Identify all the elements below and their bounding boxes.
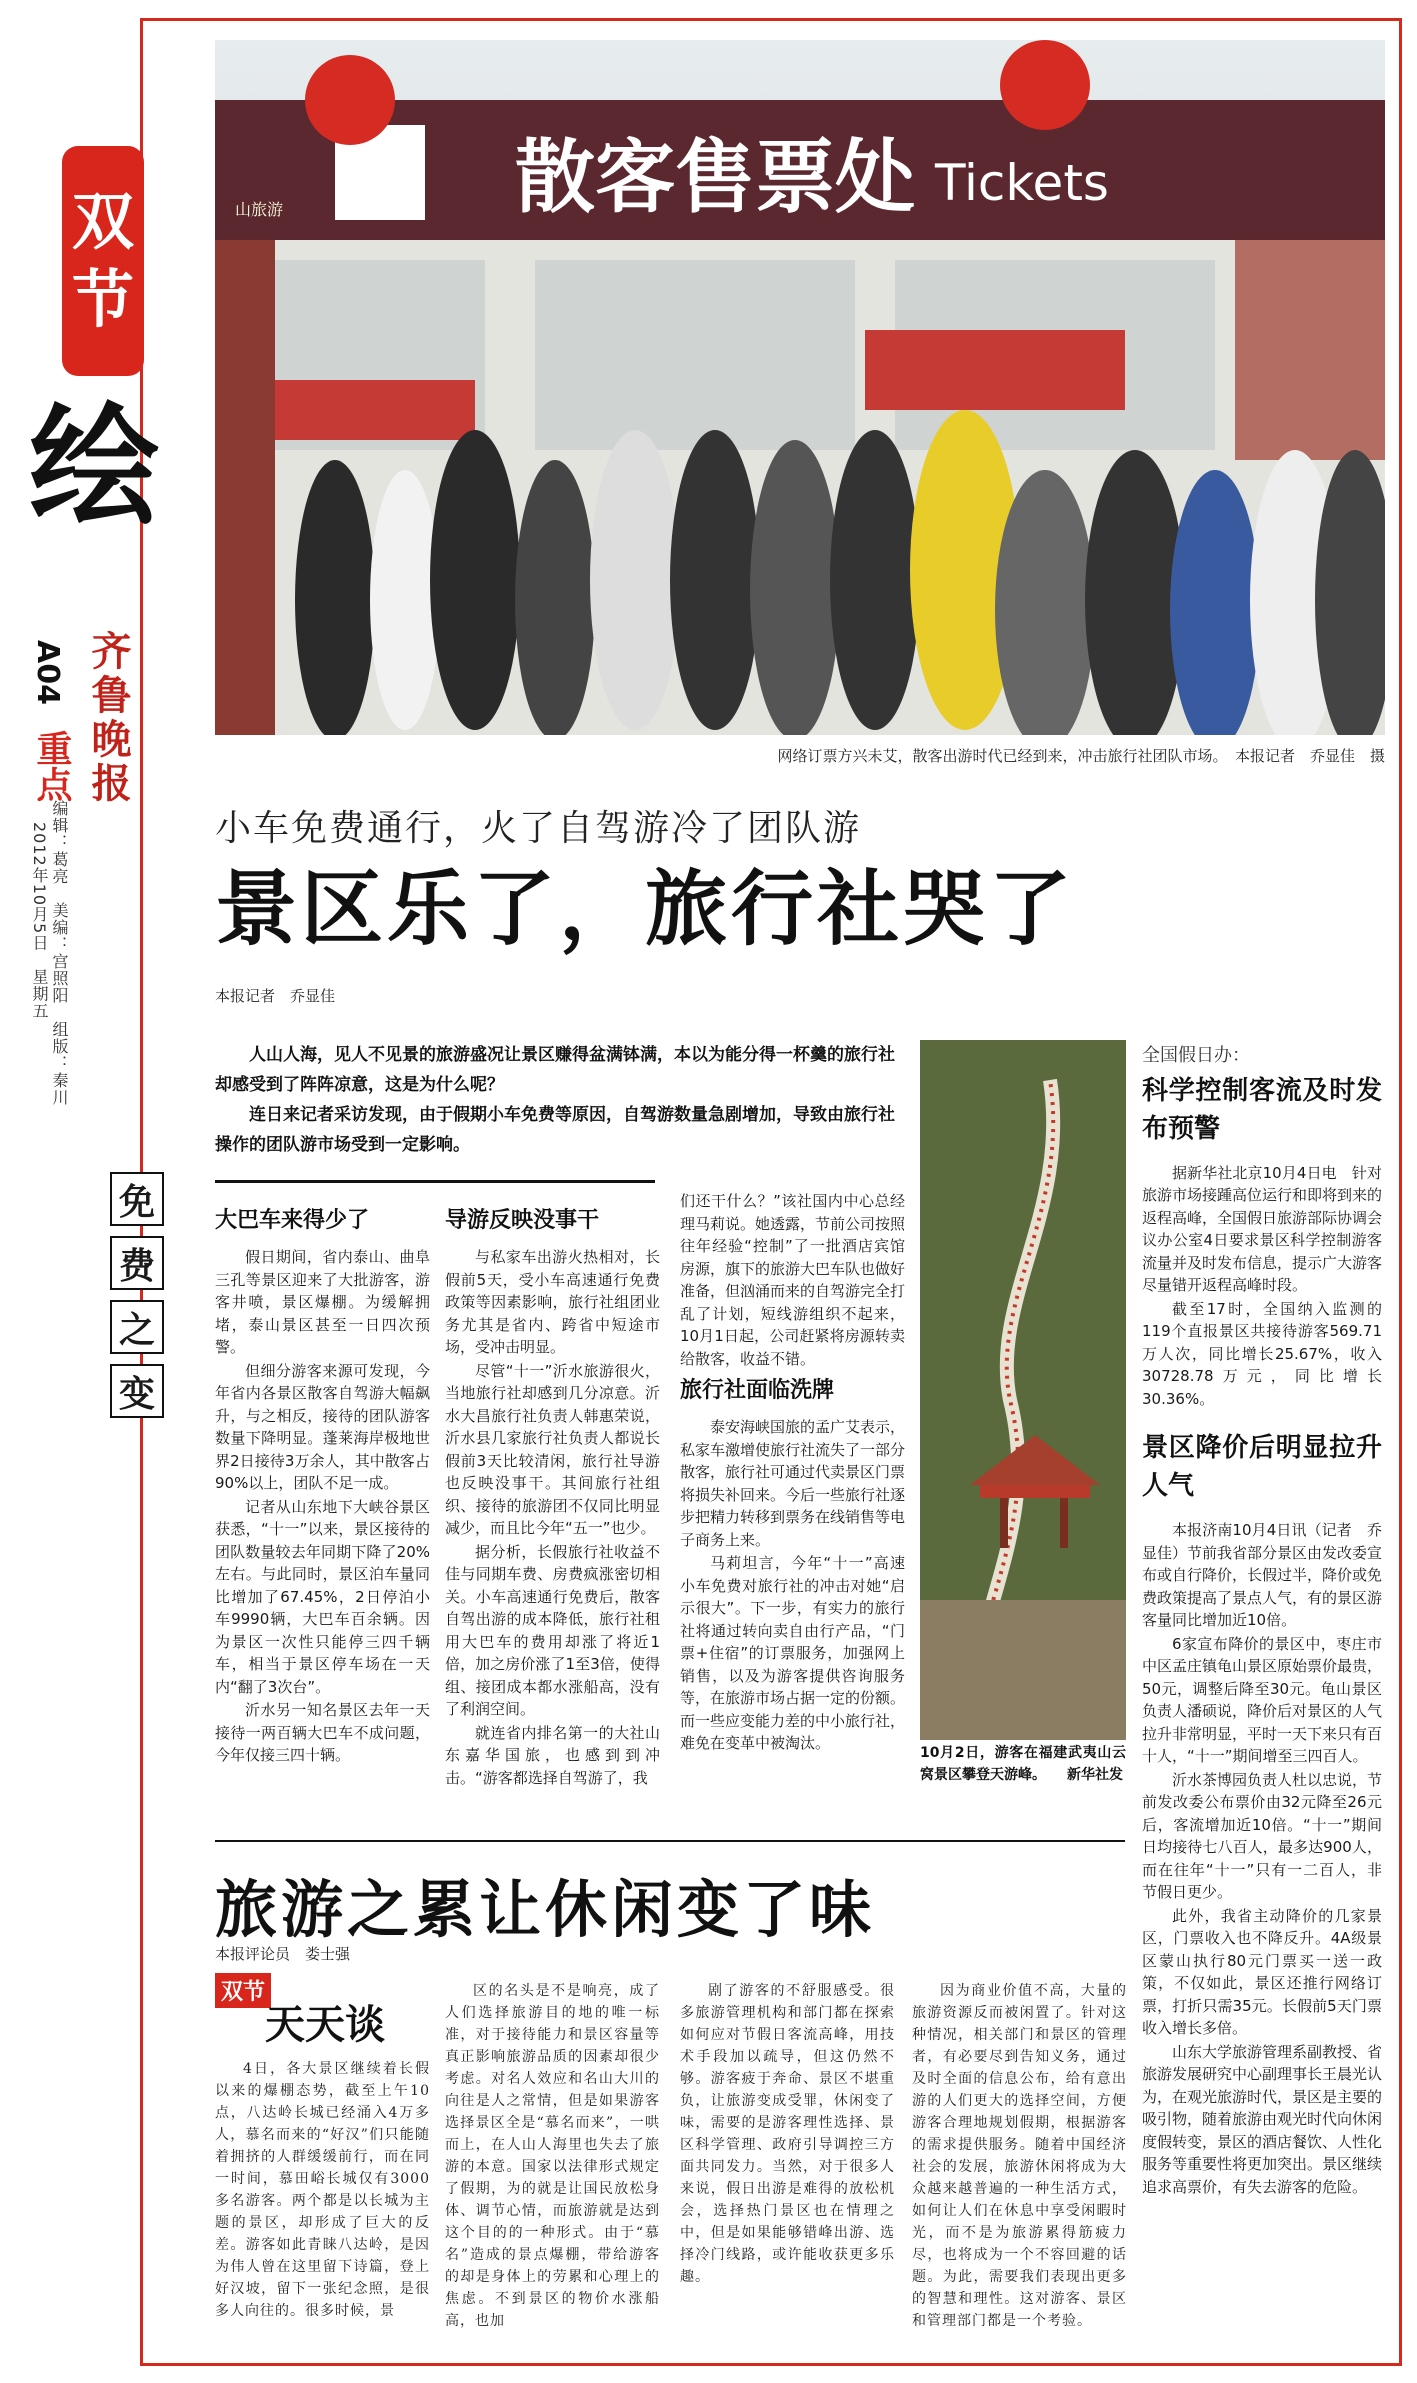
- lead-paragraph: 连日来记者采访发现，由于假期小车免费等原因，自驾游数量急剧增加，导致由旅行社操作的团队游市场受到一定影响。: [215, 1105, 895, 1155]
- page-number: A04: [30, 640, 65, 705]
- paragraph: 泰安海峡国旅的孟广艾表示，私家车激增使旅行社流失了一部分散客，旅行社可通过代卖景区门票将损失补回来。今后一些旅行社逐步把精力转移到票务在线销售等电子商务上来。: [680, 1418, 906, 1549]
- article-headline: 景区乐了，旅行社哭了: [215, 862, 1076, 957]
- paragraph: 剧了游客的不舒服感受。很多旅游管理机构和部门都在探索如何应对节假日客流高峰，用技术手段加以疏导，但这仍然不够。游客疲于奔命、景区不堪重负，让旅游变成受罪，休闲变了味，需要的是游客理性选择、景区科学管理、政府引导调控三方面共同发力。当然，对于很多人来说，假日出游是难得的放松机会，选择热门景区也在情理之中，但是如果能够错峰出游、选择冷门线路，或许能收获更多乐趣。: [680, 1983, 895, 2285]
- article2-byline: 本报评论员 娄士强: [215, 1945, 351, 1963]
- column-logo-small: 双节: [215, 1973, 271, 2008]
- masthead-char-2: 节: [71, 263, 134, 336]
- paper-name: 齐鲁晚报: [85, 630, 132, 806]
- paragraph: 但细分游客来源可发现，今年省内各景区散客自驾游大幅飙升，与之相反，接待的团队游客数量下降明显。蓬莱海岸极地世界2日接待3万余人，其中散客占90%以上，团队不足一成。: [215, 1361, 430, 1492]
- paragraph: 4日，各大景区继续着长假以来的爆棚态势，截至上午10点，八达岭长城已经涌入4万多人，慕名而来的“好汉”们只能随着拥挤的人群缓缓前行，而在同一时间，慕田峪长城仅有3000多名游客。两个都是以长城为主题的景区，却形成了巨大的反差。游客如此青睐八达岭，是因为伟人曾在这里留下诗篇，登上好汉坡，留下一张纪念照，是很多人向往的。很多时候，景: [215, 2061, 430, 2319]
- sign-text: 散客售票处: [515, 131, 915, 224]
- main-photo: [215, 40, 1385, 735]
- wuyishan-photo: [920, 1040, 1126, 1740]
- sign-text-en: Tickets: [935, 154, 1109, 212]
- editors: 编辑：葛亮 美编：宫照阳 组版：秦川: [50, 800, 69, 1106]
- paragraph: 与私家车出游火热相对，长假前5天，受小车高速通行免费政策等因素影响，旅行社组团业务尤其是省内、跨省中短途市场，受冲击明显。: [445, 1248, 660, 1356]
- mountain-photo-caption: 10月2日，游客在福建武夷山云窝景区攀登天游峰。 新华社发: [920, 1745, 1126, 1783]
- main-photo-caption: 网络订票方兴未艾，散客出游时代已经到来，冲击旅行社团队市场。 本报记者 乔显佳 摄: [777, 747, 1385, 765]
- topic-char: 之: [110, 1300, 164, 1354]
- col1-heading: 大巴车来得少了: [215, 1208, 370, 1233]
- paragraph: 马莉坦言，今年“十一”高速小车免费对旅行社的冲击对她“启示很大”。下一步，有实力的旅行社将通过转向卖自由行产品，“门票+住宿”的订票服务，加强网上销售，以及为游客提供咨询服务等，在旅游市场占据一定的份额。而一些应变能力差的中小旅行社，难免在变革中被淘汰。: [680, 1554, 906, 1752]
- article-col-2: [445, 1200, 660, 1790]
- article2-headline: 旅游之累让休闲变了味: [215, 1873, 876, 1946]
- article-byline: 本报记者 乔显佳: [215, 987, 336, 1005]
- paragraph: 记者从山东地下大峡谷景区获悉，“十一”以来，景区接待的团队数量较去年同期下降了20%左右。与此同时，景区泊车量同比增加了67.45%，2日停泊小车9990辆，大巴车百余辆。因为景区一次性只能停三四千辆车，相当于景区停车场在一天内“翻了3次台”。: [215, 1497, 430, 1696]
- masthead-char-1: 双: [71, 185, 134, 258]
- col2-heading: 导游反映没事干: [445, 1208, 600, 1233]
- paragraph: 们还干什么？”该社国内中心总经理马莉说。她透露，节前公司按照往年经验“控制”了一批酒店宾馆房源，旗下的旅游大巴车队也做好准备，但汹涌而来的自驾游完全打乱了计划，短线游组织不起来，10月1日起，公司赶紧将房源转卖给散客，收益不错。: [680, 1192, 906, 1368]
- masthead-shuangjie: [62, 146, 144, 376]
- paragraph: 尽管“十一”沂水旅游很火，当地旅行社却感到几分凉意。沂水大昌旅行社负责人韩惠荣说，沂水县几家旅行社负责人都说长假前3天比较清闲，旅行社导游也反映没事干。其间旅行社组织、接待的旅游团不仅同比明显减少，而且比今年“五一”也少。: [445, 1361, 660, 1537]
- topic-char: 费: [110, 1236, 164, 1290]
- article2-col-2: [445, 1980, 660, 2332]
- sign-brand: 山旅游: [235, 200, 284, 219]
- section-rule: [215, 1840, 1125, 1842]
- paragraph: 因为商业价值不高，大量的旅游资源反而被闲置了。针对这种情况，相关部门和景区的管理者，有必要尽到告知义务，通过及时全面的信息公布，给有意出游的人们更大的选择空间，方便游客合理地规划假期，根据游客的需求提供服务。随着中国经济社会的发展，旅游休闲将成为大众越来越普遍的一种生活方式，如何让人们在休息中享受闲暇时光，而不是为旅游累得筋疲力尽，也将成为一个不容回避的话题。为此，需要我们表现出更多的智慧和理性。这对游客、景区和管理部门都是一个考验。: [912, 1983, 1127, 2329]
- lead-paragraph: 人山人海，见人不见景的旅游盛况让景区赚得盆满钵满，本以为能分得一杯羹的旅行社却感受到了阵阵凉意，这是为什么呢？: [215, 1045, 895, 1095]
- paragraph: 据分析，长假旅行社收益不佳与同期车费、房费疯涨密切相关。小车高速通行免费后，散客自驾出游的成本降低，旅行社租用大巴车的费用却涨了将近1倍，加之房价涨了1至3倍，使得组、接团成本都水涨船高，没有了利润空间。: [445, 1542, 660, 1718]
- topic-box: [110, 1172, 164, 1428]
- topic-char: 变: [110, 1364, 164, 1418]
- section-rule: [215, 1180, 655, 1183]
- topic-char: 免: [110, 1172, 164, 1226]
- red-lantern: [1000, 40, 1090, 130]
- issue-date: 2012年10月5日 星期五: [30, 822, 49, 1020]
- column-logo: [215, 1973, 415, 2049]
- paragraph: 此外，我省主动降价的几家景区，门票收入也不降反升。4A级景区蒙山执行80元门票买一送一政策，不仅如此，景区还推行网络订票，打折只需35元。长假前5天门票收入增长多倍。: [1142, 1906, 1382, 2037]
- section-name: 重点: [31, 730, 72, 802]
- masthead-hui: 绘: [28, 390, 159, 543]
- mountain-photo: [920, 1040, 1126, 1740]
- paragraph: 沂水另一知名景区去年一天接待一两百辆大巴车不成问题，今年仅接三四十辆。: [215, 1701, 430, 1764]
- sidebar-heading-1: 科学控制客流及时发布预警: [1142, 1075, 1382, 1144]
- paragraph: 6家宣布降价的景区中，枣庄市中区孟庄镇龟山景区原始票价最贵，50元，调整后降至30元。龟山景区负责人潘硕说，降价后对景区的人气拉升非常明显，平时一天下来只有百十人，“十一”期间增至三四百人。: [1142, 1634, 1383, 1765]
- article2-col-4: [912, 1980, 1127, 2332]
- sidebar: [1142, 1045, 1382, 2199]
- paragraph: 区的名头是不是响亮，成了人们选择旅游目的地的唯一标准，对于接待能力和景区容量等真正影响旅游品质的因素却很少考虑。对名人效应和名山大川的向往是人之常情，但是如果游客选择景区全是“慕名而来”，一哄而上，在人山人海里也失去了旅游的本意。国家以法律形式规定了假期，为的就是让国民放松身体、调节心情，而旅游就是达到这个目的的一种形式。由于“慕名”造成的景点爆棚，带给游客的却是身体上的劳累和心理上的焦虑。不到景区的物价水涨船高，也加: [445, 1983, 660, 2329]
- paragraph: 假日期间，省内泰山、曲阜三孔等景区迎来了大批游客，游客井喷，景区爆棚。为缓解拥堵，泰山景区甚至一日四次预警。: [215, 1248, 430, 1356]
- paragraph: 本报济南10月4日讯（记者 乔显佳）节前我省部分景区由发改委宣布或自行降价，长假过半，降价或免费政策提高了景点人气，有的景区游客量同比增加近10倍。: [1142, 1521, 1383, 1629]
- red-lantern: [305, 55, 395, 145]
- column-logo-big: 天天谈: [265, 2001, 385, 2048]
- article-subhead: 小车免费通行，火了自驾游冷了团队游: [215, 808, 862, 849]
- paragraph: 沂水茶博园负责人杜以忠说，节前发改委公布票价由32元降至26元后，客流增加近10倍。“十一”期间日均接待七八百人，最多达900人，而在往年“十一”只有一二百人，非节假日更少。: [1142, 1770, 1383, 1901]
- paragraph: 山东大学旅游管理系副教授、省旅游发展研究中心副理事长王晨光认为，在观光旅游时代，景区是主要的吸引物，随着旅游由观光时代向休闲度假转变，景区的酒店餐饮、人性化服务等重要性将更加突出。景区继续追求高票价，有失去游客的危险。: [1142, 2042, 1383, 2196]
- sidebar-heading-2: 景区降价后明显拉升人气: [1142, 1433, 1382, 1501]
- article2-col-1: [215, 2058, 430, 2322]
- article-lead: [215, 1040, 905, 1160]
- sidebar-kicker: 全国假日办：: [1142, 1045, 1250, 1066]
- article-col-1: [215, 1200, 430, 1768]
- col3-heading: 旅行社面临洗牌: [680, 1378, 835, 1403]
- paragraph: 据新华社北京10月4日电 针对旅游市场接踵高位运行和即将到来的返程高峰，全国假日旅游部际协调会议办公室4日要求景区科学控制游客流量并及时发布信息，提示广大游客尽量错开返程高峰时段。: [1142, 1163, 1383, 1294]
- article-col-3: [680, 1190, 905, 1756]
- paragraph: 截至17时，全国纳入监测的119个直报景区共接待游客569.71万人次，同比增长25.67%，收入30728.78万元，同比增长30.36%。: [1142, 1299, 1382, 1408]
- article2-col-3: [680, 1980, 895, 2288]
- paragraph: 就连省内排名第一的大社山东嘉华国旅，也感到到冲击。“游客都选择自驾游了，我: [445, 1723, 660, 1787]
- ticket-office-photo: [215, 40, 1385, 735]
